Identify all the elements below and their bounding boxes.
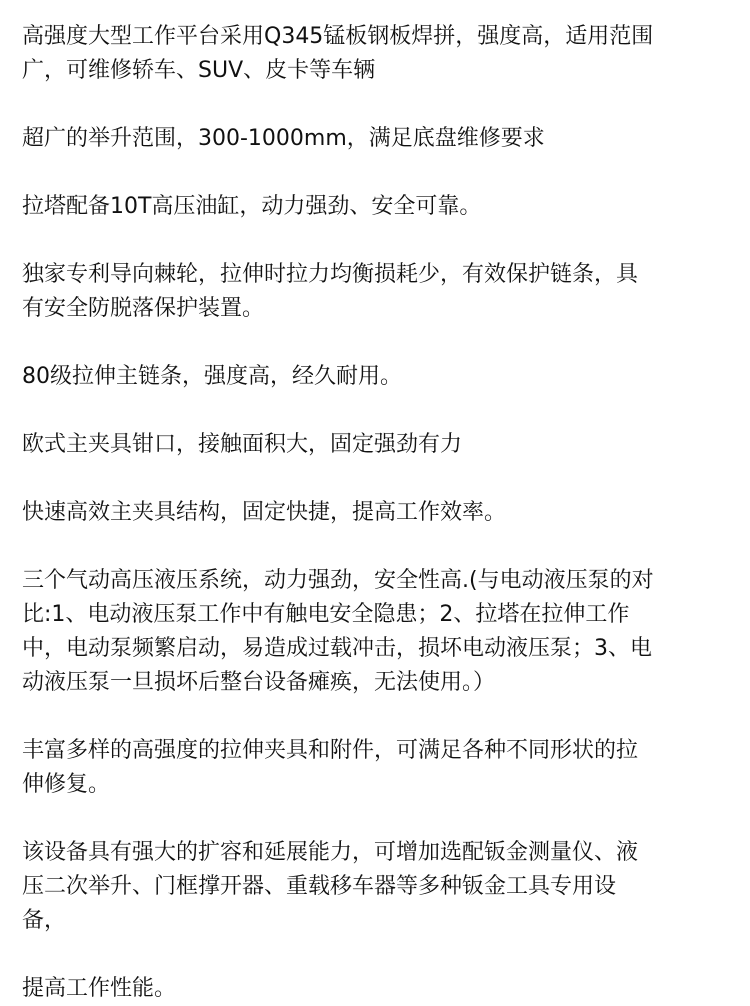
- text-line: 中，电动泵频繁启动，易造成过载冲击，损坏电动液压泵；3、电: [22, 636, 652, 661]
- text-line: 丰富多样的高强度的拉伸夹具和附件，可满足各种不同形状的拉: [22, 738, 639, 763]
- text-line: 广，可维修轿车、SUV、皮卡等车辆: [22, 58, 376, 83]
- text-line: 欧式主夹具钳口，接触面积大，固定强劲有力: [22, 432, 463, 457]
- paragraph-platform: [22, 20, 732, 88]
- text-line: 压二次举升、门框撑开器、重载移车器等多种钣金工具专用设: [22, 874, 617, 899]
- text-line: 比:1、电动液压泵工作中有触电安全隐患；2、拉塔在拉伸工作: [22, 602, 630, 627]
- paragraph-hydraulic-system: [22, 564, 732, 700]
- paragraph-lift-range: [22, 122, 732, 156]
- text-line: 高强度大型工作平台采用Q345锰板钢板焊拼，强度高，适用范围: [22, 24, 654, 49]
- paragraph-performance: [22, 972, 732, 1006]
- paragraph-ratchet: [22, 258, 732, 326]
- paragraph-fixtures: [22, 734, 732, 802]
- text-line: 独家专利导向棘轮，拉伸时拉力均衡损耗少，有效保护链条，具: [22, 262, 639, 287]
- text-line: 超广的举升范围，300-1000mm，满足底盘维修要求: [22, 126, 545, 151]
- text-line: 80级拉伸主链条，强度高，经久耐用。: [22, 364, 402, 389]
- text-line: 拉塔配备10T高压油缸，动力强劲、安全可靠。: [22, 194, 482, 219]
- text-line: 伸修复。: [22, 772, 111, 797]
- text-line: 有安全防脱落保护装置。: [22, 296, 265, 321]
- text-line: 三个气动高压液压系统，动力强劲，安全性高.(与电动液压泵的对: [22, 568, 654, 593]
- text-line: 提高工作性能。: [22, 976, 177, 1001]
- paragraph-chain: [22, 360, 732, 394]
- paragraph-clamp-structure: [22, 496, 732, 530]
- paragraph-expansion: [22, 836, 732, 938]
- text-line: 备，: [22, 908, 67, 933]
- paragraph-cylinder: [22, 190, 732, 224]
- text-line: 动液压泵一旦损坏后整台设备瘫痪，无法使用。）: [22, 670, 496, 695]
- feature-description-document: [22, 20, 732, 1006]
- text-line: 该设备具有强大的扩容和延展能力，可增加选配钣金测量仪、液: [22, 840, 639, 865]
- text-line: 快速高效主夹具结构，固定快捷，提高工作效率。: [22, 500, 507, 525]
- paragraph-clamp-jaw: [22, 428, 732, 462]
